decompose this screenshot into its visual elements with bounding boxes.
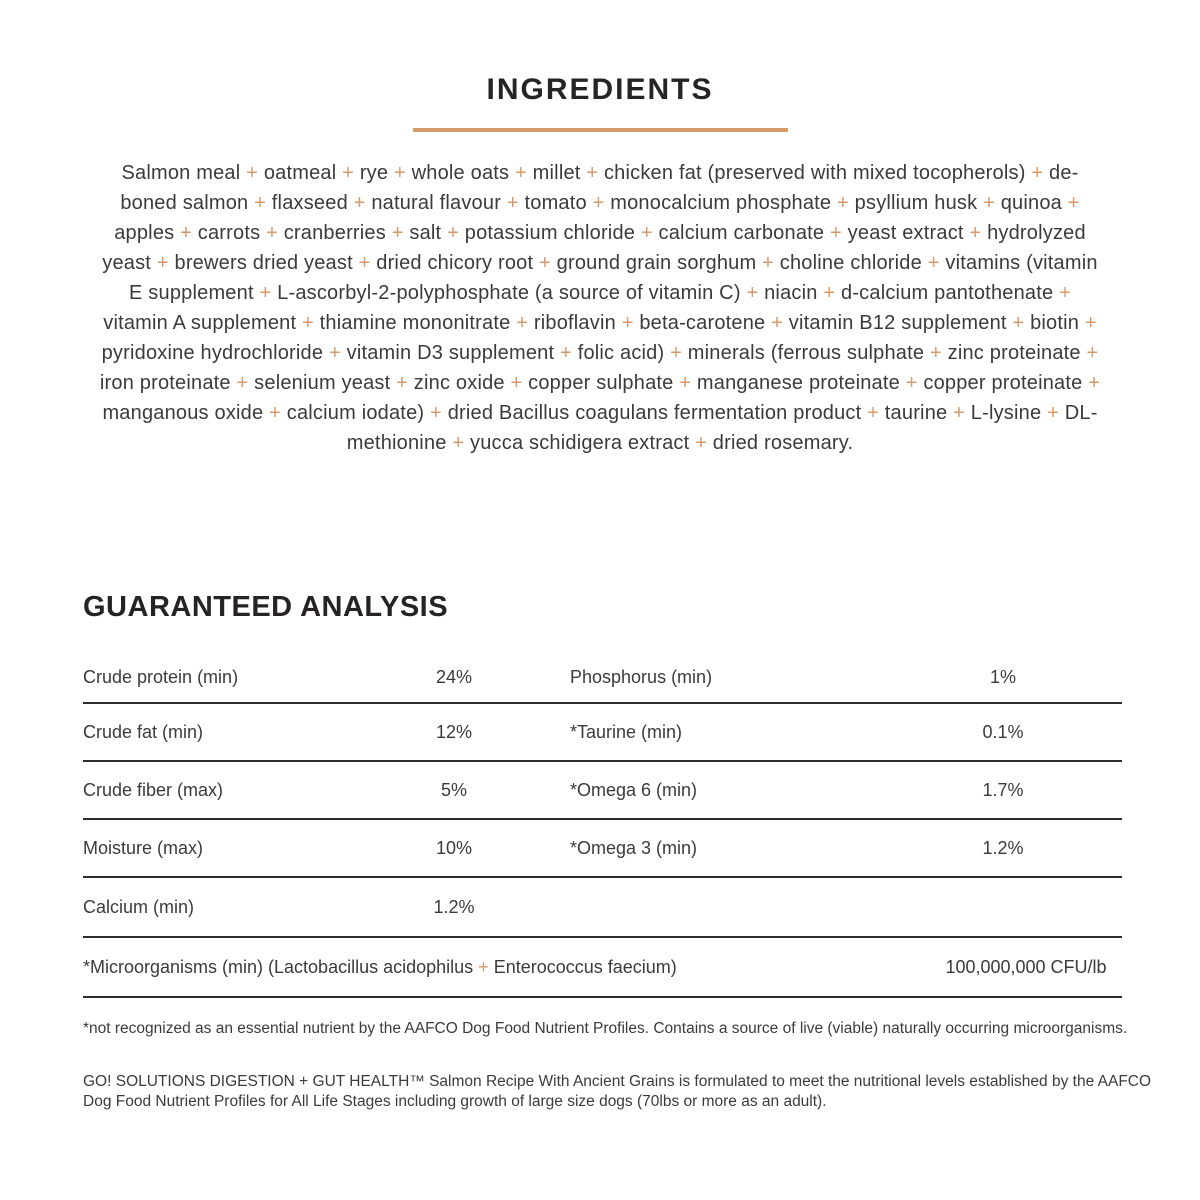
plus-separator: + <box>391 222 404 244</box>
plus-separator: + <box>302 312 314 334</box>
plus-separator: + <box>830 222 842 244</box>
plus-separator: + <box>1047 402 1059 424</box>
ingredients-line: vitamin A supplement + thiamine mononitrate + riboflavin + beta-carotene + vitamin B12 supplement + biotin + <box>103 312 1097 334</box>
plus-separator: + <box>516 312 529 334</box>
plus-separator: + <box>670 342 683 364</box>
analysis-table-row <box>83 762 1122 820</box>
plus-separator: + <box>393 162 406 184</box>
plus-separator: + <box>1086 342 1099 364</box>
plus-separator: + <box>510 372 523 394</box>
plus-separator: + <box>867 402 880 424</box>
plus-separator: + <box>506 192 519 214</box>
ingredients-line: Salmon meal + oatmeal + rye + whole oats + millet + chicken fat (preserved with mixed tocopherols) + de- <box>121 162 1079 184</box>
plus-separator: + <box>358 252 371 274</box>
plus-separator: + <box>586 162 599 184</box>
plus-separator: + <box>905 372 918 394</box>
nutrient-name: *Omega 6 (min) <box>570 779 698 800</box>
plus-separator: + <box>969 222 982 244</box>
ingredients-line: iron proteinate + selenium yeast + zinc oxide + copper sulphate + manganese proteinate + copper proteinate + <box>99 372 1101 394</box>
analysis-table-row <box>83 704 1122 762</box>
plus-separator: + <box>592 192 605 214</box>
analysis-table-row <box>83 820 1122 878</box>
nutrient-name: Crude protein (min) <box>83 667 239 687</box>
plus-separator: + <box>478 956 489 977</box>
nutrient-value: 1% <box>989 667 1016 687</box>
ingredients-line: yeast + brewers dried yeast + dried chicory root + ground grain sorghum + choline chloride + vitamins (vitamin <box>102 252 1098 274</box>
plus-separator: + <box>269 402 281 424</box>
ingredients-line: boned salmon + flaxseed + natural flavour + tomato + monocalcium phosphate + psyllium husk + quinoa + <box>120 192 1080 214</box>
analysis-footnote: *not recognized as an essential nutrient by the AAFCO Dog Food Nutrient Profiles. Contains a source of live (viable) naturally occurring microorganisms. <box>83 1020 1128 1037</box>
plus-separator: + <box>342 162 355 184</box>
microorganisms-value: 100,000,000 CFU/lb <box>945 956 1107 977</box>
plus-separator: + <box>1012 312 1025 334</box>
plus-separator: + <box>246 162 259 184</box>
plus-separator: + <box>254 192 267 214</box>
plus-separator: + <box>259 282 272 304</box>
nutrient-value: 24% <box>435 667 473 687</box>
aafco-statement-line: Dog Food Nutrient Profiles for All Life Stages including growth of large size dogs (70lbs or more as an adult). <box>83 1093 827 1110</box>
plus-separator: + <box>953 402 966 424</box>
nutrient-value: 0.1% <box>982 721 1024 742</box>
title-underline-rule <box>413 128 788 132</box>
ingredients-line: E supplement + L-ascorbyl-2-polyphosphate (a source of vitamin C) + niacin + d-calcium pantothenate + <box>129 282 1071 304</box>
plus-separator: + <box>560 342 572 364</box>
ingredients-line: manganous oxide + calcium iodate) + dried Bacillus coagulans fermentation product + taurine + L-lysine + DL- <box>102 402 1098 424</box>
nutrient-value: 1.2% <box>433 896 475 917</box>
plus-separator: + <box>180 222 192 244</box>
plus-separator: + <box>447 222 459 244</box>
plus-separator: + <box>679 372 692 394</box>
plus-separator: + <box>430 402 442 424</box>
nutrient-value: 1.7% <box>982 779 1024 800</box>
ingredients-line: apples + carrots + cranberries + salt + potassium chloride + calcium carbonate + yeast extract + hydrolyzed <box>114 222 1086 244</box>
plus-separator: + <box>640 222 653 244</box>
plus-separator: + <box>837 192 849 214</box>
nutrient-name: *Omega 3 (min) <box>570 837 698 858</box>
plus-separator: + <box>236 372 249 394</box>
nutrient-value: 12% <box>435 721 473 742</box>
plus-separator: + <box>1031 162 1044 184</box>
ingredients-line: methionine + yucca schidigera extract + dried rosemary. <box>346 432 854 454</box>
plus-separator: + <box>983 192 995 214</box>
ingredients-title: INGREDIENTS <box>486 73 714 106</box>
plus-separator: + <box>539 252 551 274</box>
plus-separator: + <box>515 162 527 184</box>
aafco-statement-line: GO! SOLUTIONS DIGESTION + GUT HEALTH™ Salmon Recipe With Ancient Grains is formulated to meet the nutritional levels established by the AAFCO <box>83 1073 1152 1090</box>
analysis-table-row <box>83 878 1122 938</box>
aafco-statement <box>83 1072 1200 1112</box>
plus-separator: + <box>396 372 409 394</box>
guaranteed-analysis-title: GUARANTEED ANALYSIS <box>83 591 449 623</box>
plus-separator: + <box>746 282 759 304</box>
plus-separator: + <box>762 252 775 274</box>
plus-separator: + <box>1059 282 1071 304</box>
plus-separator: + <box>1067 192 1080 214</box>
plus-separator: + <box>328 342 341 364</box>
ingredients-list <box>70 158 1130 458</box>
nutrient-value: 1.2% <box>982 837 1024 858</box>
nutrient-name: Phosphorus (min) <box>570 667 713 687</box>
plus-separator: + <box>929 342 942 364</box>
nutrient-name: Crude fiber (max) <box>83 779 224 800</box>
plus-separator: + <box>353 192 366 214</box>
analysis-table-row <box>83 653 1122 704</box>
nutrient-name: Moisture (max) <box>83 837 204 858</box>
microorganisms-row <box>83 938 1122 998</box>
ingredients-line: pyridoxine hydrochloride + vitamin D3 supplement + folic acid) + minerals (ferrous sulphate + zinc proteinate + <box>101 342 1099 364</box>
guaranteed-analysis-table <box>83 653 1122 998</box>
plus-separator: + <box>927 252 940 274</box>
microorganisms-label: *Microorganisms (min) (Lactobacillus acidophilus + Enterococcus faecium) <box>83 956 677 977</box>
plus-separator: + <box>695 432 708 454</box>
plus-separator: + <box>156 252 169 274</box>
nutrient-name: *Taurine (min) <box>570 721 683 742</box>
nutrient-name: Calcium (min) <box>83 896 195 917</box>
nutrient-name: Crude fat (min) <box>83 721 204 742</box>
plus-separator: + <box>266 222 278 244</box>
plus-separator: + <box>621 312 634 334</box>
nutrient-value: 10% <box>435 837 473 858</box>
plus-separator: + <box>771 312 784 334</box>
plus-separator: + <box>1088 372 1101 394</box>
plus-separator: + <box>823 282 836 304</box>
plus-separator: + <box>1084 312 1097 334</box>
plus-separator: + <box>452 432 465 454</box>
nutrient-value: 5% <box>440 779 467 800</box>
